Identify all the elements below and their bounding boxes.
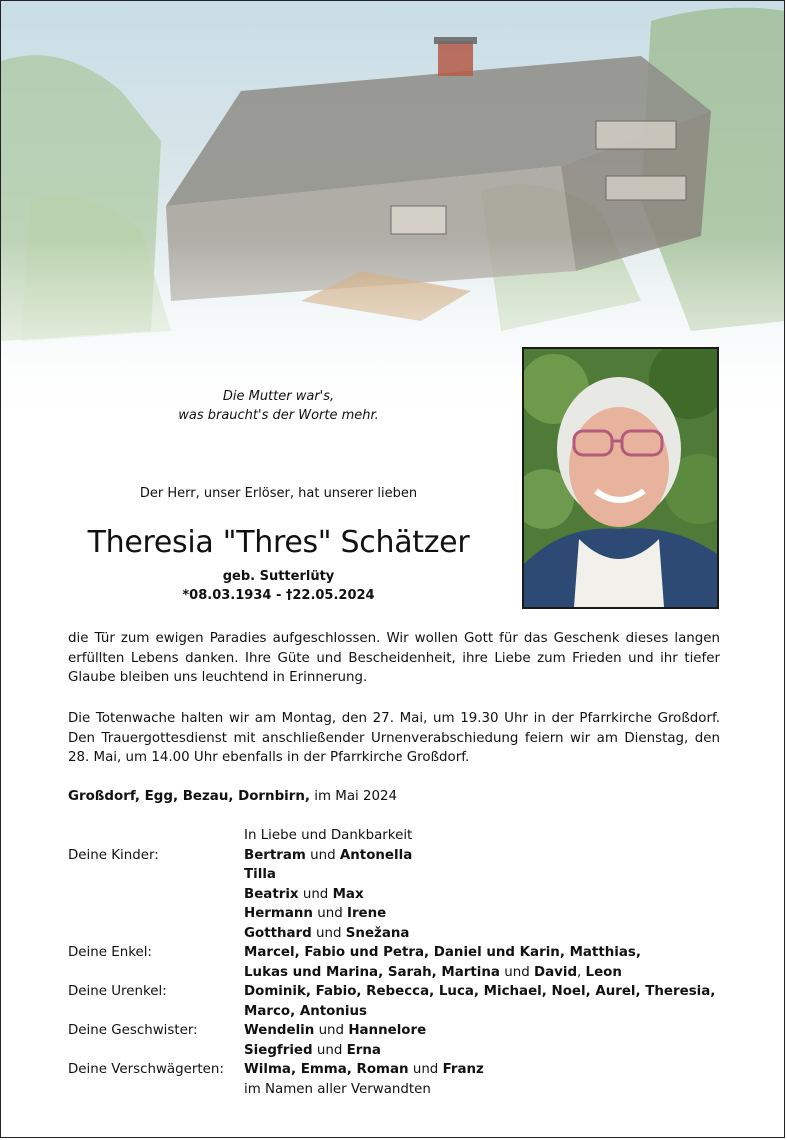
children-row: Beatrix und Max xyxy=(244,886,364,902)
paragraph-line: Glaube bleiben uns leuchtend in Erinnerung. xyxy=(68,670,368,685)
grandchildren-label: Deine Enkel: xyxy=(68,945,152,960)
portrait-image xyxy=(524,349,717,607)
great-grandchildren-row: Deine Urenkel: Dominik, Fabio, Rebecca, Luca, Michael, Noel, Aurel, Theresia, xyxy=(68,982,728,1002)
paragraph-line: Die Totenwache halten wir am Montag, den 27. Mai, um 19.30 Uhr in der Pfarrkirche Großdorf. xyxy=(68,711,720,726)
paragraph-line: 28. Mai, um 14.00 Uhr ebenfalls in der Pfarrkirche Großdorf. xyxy=(68,750,470,765)
children-row: Tilla xyxy=(244,867,276,882)
portrait-photo xyxy=(522,347,719,609)
closing-top-row xyxy=(68,826,728,846)
closing-top: In Liebe und Dankbarkeit xyxy=(244,828,413,843)
paragraph-line: erfüllten Lebens danken. Ihre Güte und Bescheidenheit, ihre Liebe zum Frieden und ihr tiefer xyxy=(68,650,720,666)
life-dates: *08.03.1934 - †22.05.2024 xyxy=(182,588,375,603)
children-row: Hermann und Irene xyxy=(244,906,387,921)
family-list xyxy=(68,826,728,1099)
in-laws-label: Deine Verschwägerten: xyxy=(68,1062,224,1077)
towns: Großdorf, Egg, Bezau, Dornbirn, xyxy=(68,789,310,804)
announcement-paragraph xyxy=(68,629,720,688)
service-paragraph xyxy=(68,709,720,768)
siblings-row: Deine Geschwister: Wendelin und Hannelore xyxy=(68,1021,728,1041)
closing-bottom: im Namen aller Verwandten xyxy=(244,1081,431,1097)
quote xyxy=(151,387,406,425)
paragraph-line: Den Trauergottesdienst mit anschließender Urnenverabschiedung feiern wir am Dienstag, den xyxy=(68,730,720,746)
children-label: Deine Kinder: xyxy=(68,847,159,863)
date: im Mai 2024 xyxy=(309,789,398,804)
deceased-name: Theresia "Thres" Schätzer xyxy=(87,525,470,560)
in-laws-row: Deine Verschwägerten: Wilma, Emma, Roman und Franz xyxy=(68,1060,728,1080)
children-row: Gotthard und Snežana xyxy=(244,925,410,941)
paragraph-line: die Tür zum ewigen Paradies aufgeschlossen. Wir wollen Gott für das Geschenk dieses langen xyxy=(68,631,720,646)
children-row: Deine Kinder: Bertram und Antonella xyxy=(68,846,728,866)
place-and-date xyxy=(68,789,397,804)
siblings-label: Deine Geschwister: xyxy=(68,1023,198,1038)
quote-line-1: Die Mutter war's, xyxy=(222,389,335,404)
great-grandchildren-row: Marco, Antonius xyxy=(244,1003,367,1019)
birth-name: geb. Sutterlüty xyxy=(222,569,335,584)
intro-line: Der Herr, unser Erlöser, hat unserer lieben xyxy=(139,486,418,501)
great-grandchildren-label: Deine Urenkel: xyxy=(68,984,167,999)
siblings-row: Siegfried und Erna xyxy=(244,1042,381,1058)
grandchildren-row: Lukas und Marina, Sarah, Martina und David, Leon xyxy=(244,964,622,980)
grandchildren-row: Deine Enkel: Marcel, Fabio und Petra, Daniel und Karin, Matthias, xyxy=(68,943,728,963)
closing-bottom-row xyxy=(68,1080,728,1100)
quote-line-2: was braucht's der Worte mehr. xyxy=(178,408,379,423)
